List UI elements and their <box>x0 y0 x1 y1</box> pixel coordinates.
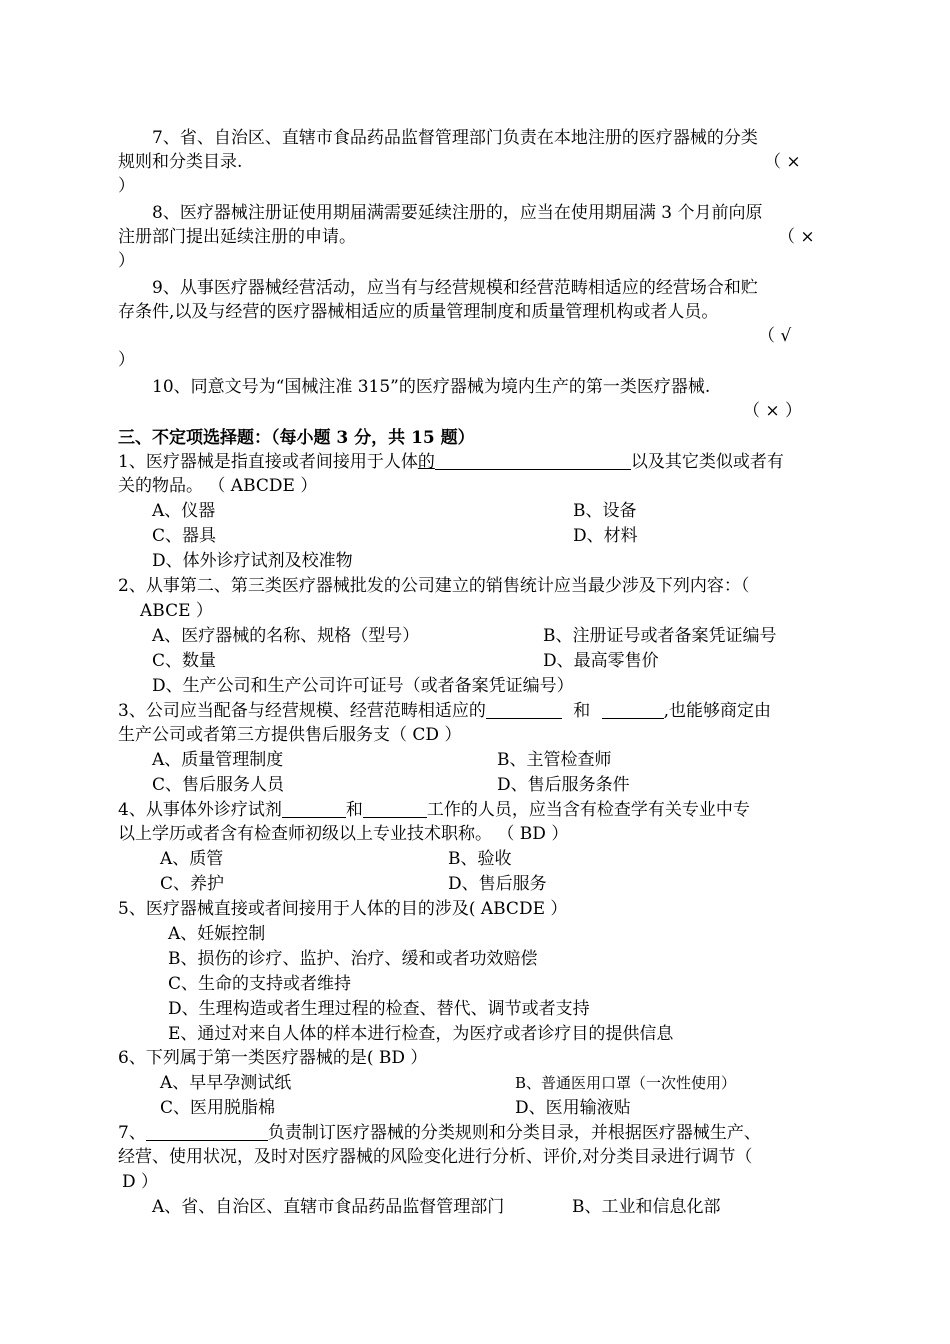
mc-q2-option-b: B、注册证号或者备案凭证编号 <box>543 626 777 646</box>
mc-q3-option-d: D、售后服务条件 <box>497 775 630 795</box>
mc-q3-stem-a: 3、公司应当配备与经营规模、经营范畴相适应的 <box>118 701 486 721</box>
mc-q6-line1: 6、下列属于第一类医疗器械的是( BD ） <box>118 1048 428 1068</box>
judge-q7-answer: （ × <box>764 152 801 172</box>
judge-q9-close: ） <box>118 350 135 370</box>
mc-q7-stem <box>118 1122 761 1144</box>
mc-q4-option-b: B、验收 <box>448 849 512 869</box>
mc-q6-option-d: D、医用输液贴 <box>515 1098 631 1118</box>
mc-q5-option-e: E、通过对来自人体的样本进行检查，为医疗或者诊疗目的提供信息 <box>168 1024 674 1044</box>
mc-q1-stem <box>118 451 784 473</box>
mc-q3-option-c: C、售后服务人员 <box>152 775 285 795</box>
mc-q1-option-c: C、器具 <box>152 526 217 546</box>
mc-q1-option-d: D、材料 <box>573 526 638 546</box>
judge-q9-line2: 存条件,以及与经营的医疗器械相适应的质量管理制度和质量管理机构或者人员。 <box>118 302 719 322</box>
mc-q6-option-a: A、早早孕测试纸 <box>160 1073 292 1093</box>
mc-q7-option-b: B、工业和信息化部 <box>572 1197 721 1217</box>
mc-q1-blank <box>435 452 631 470</box>
mc-q5-line1: 5、医疗器械直接或者间接用于人体的目的涉及( ABCDE ） <box>118 899 568 919</box>
mc-q3-blank-2 <box>602 701 664 719</box>
mc-q5-option-b: B、损伤的诊疗、监护、治疗、缓和或者功效赔偿 <box>168 949 538 969</box>
judge-q7-line2: 规则和分类目录. <box>118 152 243 172</box>
mc-q7-stem-a: 7、 <box>118 1123 146 1143</box>
mc-q3-stem-b: 和 <box>573 701 591 721</box>
mc-q1-stem-a: 1、医疗器械是指直接或者间接用于人体 <box>118 452 418 472</box>
mc-q3-option-a: A、质量管理制度 <box>152 750 284 770</box>
mc-q4-stem <box>118 799 750 821</box>
judge-q9-answer: （ √ <box>758 326 792 346</box>
mc-q3-line2: 生产公司或者第三方提供售后服务支（ CD ） <box>118 725 462 745</box>
judge-q8-answer: （ × <box>778 227 815 247</box>
mc-q4-stem-c: 工作的人员，应当含有检查学有关专业中专 <box>426 800 750 820</box>
mc-q4-blank-2 <box>363 800 427 818</box>
judge-q9-line1: 9、从事医疗器械经营活动，应当有与经营规模和经营范畴相适应的经营场合和贮 <box>152 278 758 298</box>
mc-q6-option-b: B、普通医用口罩（一次性使用） <box>515 1074 737 1092</box>
mc-q1-option-e: D、体外诊疗试剂及校准物 <box>152 551 353 571</box>
mc-q5-option-d: D、生理构造或者生理过程的检查、替代、调节或者支持 <box>168 999 590 1019</box>
mc-q1-option-a: A、仪器 <box>152 501 216 521</box>
judge-q8-line1: 8、医疗器械注册证使用期届满需要延续注册的，应当在使用期届满 3 个月前向原 <box>152 203 763 223</box>
mc-q7-blank <box>146 1123 268 1141</box>
mc-q2-option-d: D、最高零售价 <box>543 651 659 671</box>
judge-q7-close: ） <box>118 176 135 196</box>
judge-q8-line2: 注册部门提出延续注册的申请。 <box>118 227 356 247</box>
mc-q1-option-b: B、设备 <box>573 501 637 521</box>
mc-q7-option-a: A、省、自治区、直辖市食品药品监督管理部门 <box>152 1197 505 1217</box>
mc-q1-line2: 关的物品。 （ ABCDE ） <box>118 476 318 496</box>
mc-q7-stem-c: 负责制订医疗器械的分类规则和分类目录，并根据医疗器械生产、 <box>267 1123 761 1143</box>
mc-q4-stem-b: 和 <box>345 800 363 820</box>
mc-q2-option-c: C、数量 <box>152 651 217 671</box>
mc-q2-line2: ABCE ） <box>140 601 213 621</box>
judge-q10-answer: （ × ） <box>743 401 803 421</box>
mc-q4-option-c: C、养护 <box>160 874 225 894</box>
mc-q2-option-e: D、生产公司和生产公司许可证号（或者备案凭证编号） <box>152 676 574 696</box>
mc-q1-stem-c: 以及其它类似或者有 <box>630 452 784 472</box>
mc-q3-option-b: B、主管检查师 <box>497 750 612 770</box>
mc-q5-option-c: C、生命的支持或者维持 <box>168 974 352 994</box>
mc-q6-option-c: C、医用脱脂棉 <box>160 1098 276 1118</box>
mc-q7-line3: D ） <box>122 1172 159 1192</box>
mc-q2-option-a: A、医疗器械的名称、规格（型号） <box>152 626 420 646</box>
judge-q7-line1: 7、省、自治区、直辖市食品药品监督管理部门负责在本地注册的医疗器械的分类 <box>152 128 758 148</box>
mc-q2-line1: 2、从事第二、第三类医疗器械批发的公司建立的销售统计应当最少涉及下列内容：（ <box>118 576 750 596</box>
mc-q4-line2: 以上学历或者含有检查师初级以上专业技术职称。 （ BD ） <box>118 824 569 844</box>
mc-q4-option-d: D、售后服务 <box>448 874 547 894</box>
mc-q7-line2: 经营、使用状况，及时对医疗器械的风险变化进行分析、评价,对分类目录进行调节（ <box>118 1147 753 1167</box>
mc-q4-stem-a: 4、从事体外诊疗试剂 <box>118 800 282 820</box>
mc-q3-stem-c: ,也能够商定由 <box>663 701 772 721</box>
mc-q1-stem-b: 的 <box>417 452 435 472</box>
mc-q5-option-a: A、妊娠控制 <box>168 924 266 944</box>
mc-q3-blank-1 <box>486 701 562 719</box>
mc-q3-stem <box>118 700 771 722</box>
mc-q4-option-a: A、质管 <box>160 849 224 869</box>
section-title: 三、不定项选择题：（每小题 3 分，共 15 题） <box>118 428 475 448</box>
judge-q10-line1: 10、同意文号为“国械注准 315”的医疗器械为境内生产的第一类医疗器械. <box>152 377 711 397</box>
judge-q8-close: ） <box>118 251 135 271</box>
mc-q4-blank-1 <box>282 800 346 818</box>
